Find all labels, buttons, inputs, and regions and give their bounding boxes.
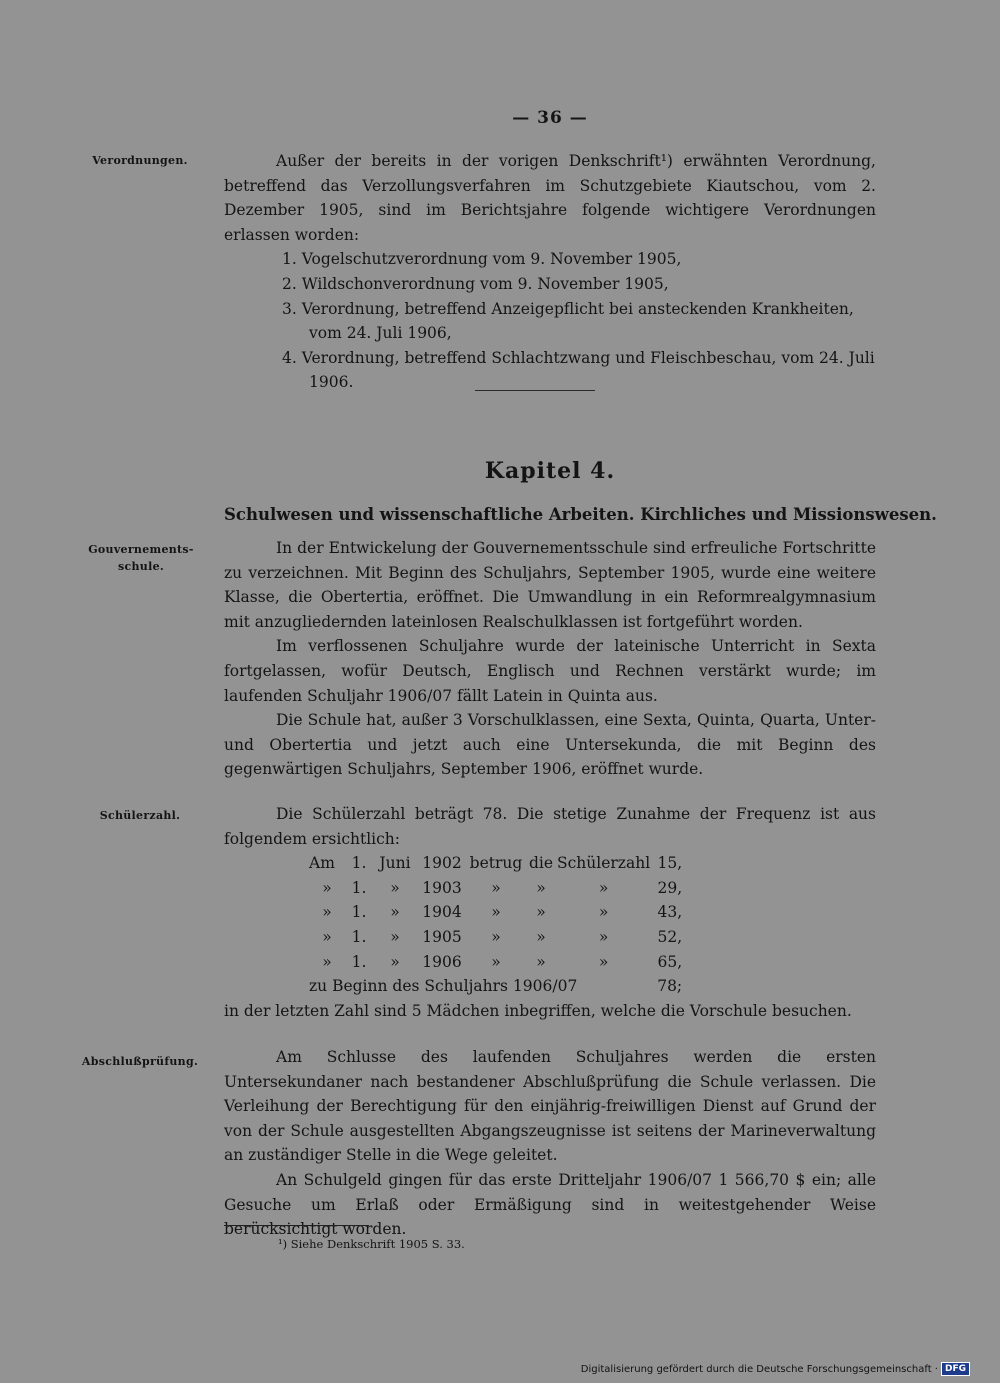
- digitization-credit: [581, 1362, 970, 1376]
- schuelerzahl-section: [224, 802, 876, 1023]
- table-row: [309, 974, 682, 999]
- section-divider: [475, 390, 595, 391]
- table-cell: 1903: [422, 878, 462, 897]
- verordnungen-section: [224, 149, 876, 395]
- footnote-rule: [224, 1225, 369, 1226]
- paragraph: Im verflossenen Schuljahre wurde der lateinische Unterricht in Sexta fortgelassen, wofür Deutsch, Englisch und Rechnen verstärkt wurde; im laufenden Schuljahr 1906/07 fällt Latein in Quinta aus.: [224, 637, 876, 705]
- table-cell: 1.: [351, 903, 367, 922]
- schule-section: [224, 536, 876, 782]
- table-row: [309, 851, 682, 876]
- table-cell: 29,: [657, 878, 683, 897]
- table-cell: »: [390, 952, 400, 971]
- table-cell: »: [322, 878, 332, 897]
- table-cell: »: [390, 878, 400, 897]
- schuelerzahl-outro: in der letzten Zahl sind 5 Mädchen inbegriffen, welche die Vorschule besuchen.: [224, 1001, 852, 1020]
- abschluss-section: [224, 1045, 876, 1242]
- table-cell: »: [536, 903, 546, 922]
- list-item: 4. Verordnung, betreffend Schlachtzwang und Fleischbeschau, vom 24. Juli 1906.: [282, 348, 875, 392]
- table-cell: »: [322, 903, 332, 922]
- table-cell: »: [598, 927, 609, 946]
- table-row: [309, 925, 682, 950]
- table-cell: »: [491, 927, 501, 946]
- verordnungen-intro: Außer der bereits in der vorigen Denkschrift¹) erwähnten Verordnung, betreffend das Verzollungsverfahren im Schutzgebiete Kiautschou, vom 2. Dezember 1905, sind im Berichtsjahre folgende wichtigere Verordnungen erlassen worden:: [224, 152, 876, 244]
- table-cell: 52,: [657, 927, 683, 946]
- table-cell: 1906: [422, 952, 462, 971]
- table-cell: 1.: [351, 927, 367, 946]
- table-cell: »: [322, 952, 332, 971]
- table-cell: 1.: [351, 952, 367, 971]
- table-cell: Am: [309, 854, 335, 873]
- table-cell: »: [390, 927, 400, 946]
- table-cell: Juni: [379, 854, 411, 873]
- table-row: [309, 876, 682, 901]
- paragraph: Die Schule hat, außer 3 Vorschulklassen, eine Sexta, Quinta, Quarta, Unter- und Obertertia und jetzt auch eine Untersekunda, die mit Beginn des gegenwärtigen Schuljahrs, September 1906, eröffnet wurde.: [224, 711, 876, 779]
- chapter-title: Kapitel 4.: [484, 458, 616, 484]
- table-cell: »: [598, 878, 609, 897]
- table-cell: 1902: [422, 854, 462, 873]
- table-row: [309, 950, 682, 975]
- table-cell: 1904: [422, 903, 462, 922]
- table-cell: »: [536, 878, 546, 897]
- table-cell: »: [491, 952, 501, 971]
- table-row: [309, 900, 682, 925]
- table-cell: »: [598, 952, 609, 971]
- table-cell: 1905: [422, 927, 462, 946]
- table-cell: 78;: [657, 977, 683, 996]
- table-cell: 65,: [657, 952, 683, 971]
- list-item: 1. Vogelschutzverordnung vom 9. November 1905,: [282, 250, 682, 269]
- table-cell: Schülerzahl: [557, 854, 651, 873]
- table-cell: »: [390, 903, 400, 922]
- credit-text: Digitalisierung gefördert durch die Deutsche Forschungsgemeinschaft ·: [580, 1363, 938, 1375]
- table-cell: »: [491, 878, 501, 897]
- list-item: 2. Wildschonverordnung vom 9. November 1905,: [282, 274, 669, 293]
- schuelerzahl-intro: Die Schülerzahl beträgt 78. Die stetige Zunahme der Frequenz ist aus folgendem ersichtlich:: [224, 805, 876, 848]
- paragraph: An Schulgeld gingen für das erste Dritteljahr 1906/07 1 566,70 $ ein; alle Gesuche um Erlaß oder Ermäßigung sind in weitestgehender Weise berücksichtigt worden.: [224, 1170, 876, 1239]
- table-cell: »: [322, 927, 332, 946]
- table-cell: »: [598, 903, 609, 922]
- table-cell: »: [536, 927, 546, 946]
- table-cell: 43,: [657, 903, 683, 922]
- footnote: ¹) Siehe Denkschrift 1905 S. 33.: [278, 1237, 465, 1251]
- margin-note-abschluss: Abschlußprüfung.: [81, 1055, 199, 1068]
- table-cell: »: [491, 903, 501, 922]
- table-cell: zu Beginn des Schuljahrs 1906/07: [309, 977, 578, 996]
- list-item: 3. Verordnung, betreffend Anzeigepflicht bei ansteckenden Krankheiten, vom 24. Juli 1906,: [282, 299, 854, 343]
- paragraph: Am Schlusse des laufenden Schuljahres werden die ersten Untersekundaner nach bestandener Abschlußprüfung die Schule verlassen. Die Verleihung der Berechtigung für den einjährig-freiwilligen Dienst auf Grund der von der Schule ausgestellten Abgangszeugnisse ist seitens der Marineverwaltung an zuständiger Stelle in die Wege geleitet.: [224, 1048, 876, 1165]
- margin-note-schule: Gouvernements-schule.: [88, 543, 194, 573]
- table-cell: »: [536, 952, 546, 971]
- chapter-subtitle: Schulwesen und wissenschaftliche Arbeiten. Kirchliches und Missionswesen.: [224, 505, 937, 524]
- table-cell: die: [528, 854, 554, 873]
- margin-note-schuelerzahl: Schülerzahl.: [99, 809, 181, 822]
- table-cell: betrug: [469, 854, 523, 873]
- enrollment-table: [309, 851, 682, 999]
- table-cell: 1.: [351, 854, 367, 873]
- page-number: — 36 —: [512, 108, 588, 128]
- table-cell: 15,: [657, 854, 683, 873]
- dfg-logo: DFG: [941, 1362, 970, 1376]
- margin-note-verordnungen: Verordnungen.: [92, 154, 188, 167]
- table-cell: 1.: [351, 878, 367, 897]
- paragraph: In der Entwickelung der Gouvernementsschule sind erfreuliche Fortschritte zu verzeichnen. Mit Beginn des Schuljahrs, September 1905, wurde eine weitere Klasse, die Obertertia, eröffnet. Die Umwandlung in ein Reformrealgymnasium mit anzugliedernden lateinlosen Realschulklassen ist fortgeführt worden.: [224, 539, 876, 631]
